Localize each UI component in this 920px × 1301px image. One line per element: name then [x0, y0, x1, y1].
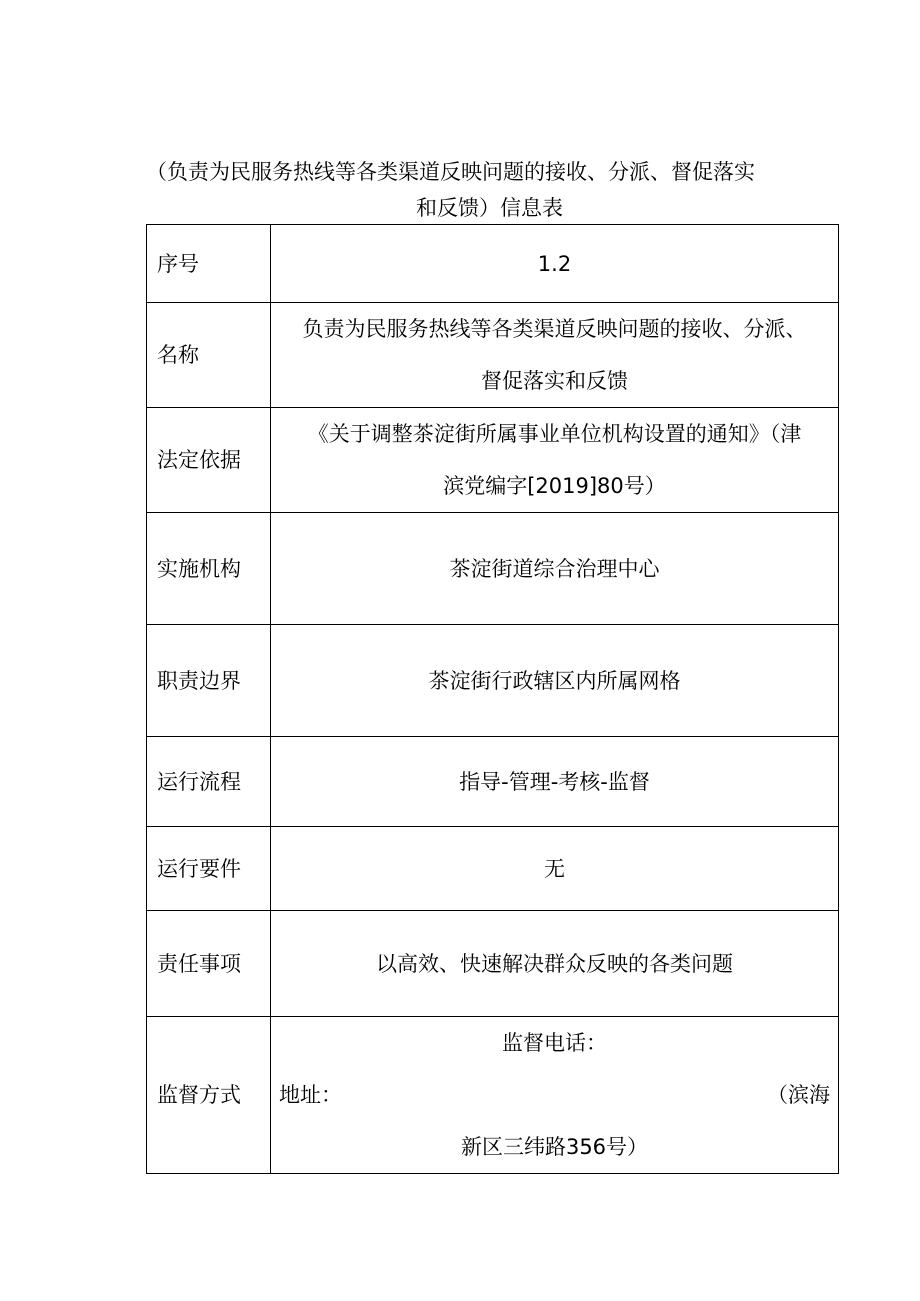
table-row-process — [147, 737, 839, 827]
value-line: 以高效、快速解决群众反映的各类问题 — [376, 951, 733, 976]
table-row-boundary — [147, 625, 839, 737]
value-line: 茶淀街行政辖区内所属网格 — [428, 668, 681, 693]
label-cell: 责任事项 — [147, 911, 271, 1017]
document-title-line-1: （负责为民服务热线等各类渠道反映问题的接收、分派、督促落实 — [146, 160, 755, 184]
value-line: 《关于调整茶淀街所属事业单位机构设置的通知》（津 — [307, 422, 802, 446]
value-cell — [271, 303, 839, 408]
supervision-address-continued: 新区三纬路356号） — [460, 1135, 649, 1159]
value-cell — [271, 408, 839, 513]
value-cell — [271, 737, 839, 827]
table-row-name — [147, 303, 839, 408]
value-cell — [271, 225, 839, 303]
value-cell — [271, 911, 839, 1017]
table-row-requirements — [147, 827, 839, 911]
value-line: 滨党编字[2019]80号） — [443, 474, 666, 498]
value-line: 无 — [544, 856, 565, 881]
label-cell: 职责边界 — [147, 625, 271, 737]
value-cell — [271, 1017, 839, 1174]
value-line: 茶淀街道综合治理中心 — [449, 556, 660, 581]
supervision-address-label: 地址： — [279, 1083, 342, 1107]
label-cell: 实施机构 — [147, 513, 271, 625]
table-row-agency — [147, 513, 839, 625]
label-cell: 监督方式 — [147, 1017, 271, 1174]
label-cell: 序号 — [147, 225, 271, 303]
table-row-supervision — [147, 1017, 839, 1174]
value-line: 负责为民服务热线等各类渠道反映问题的接收、分派、 — [302, 317, 807, 341]
value-cell — [271, 513, 839, 625]
supervision-address-row — [277, 1069, 832, 1121]
value-line: 指导-管理-考核-监督 — [459, 769, 650, 794]
label-cell: 法定依据 — [147, 408, 271, 513]
value-cell — [271, 827, 839, 911]
label-cell: 名称 — [147, 303, 271, 408]
label-cell: 运行流程 — [147, 737, 271, 827]
value-line: 督促落实和反馈 — [481, 369, 628, 393]
table-row-responsibility — [147, 911, 839, 1017]
value-cell — [271, 625, 839, 737]
table-row-legal-basis — [147, 408, 839, 513]
document-title-line-2: 和反馈）信息表 — [416, 196, 563, 220]
supervision-phone: 监督电话： — [502, 1031, 607, 1055]
supervision-address-start: （滨海 — [767, 1083, 830, 1107]
info-table — [146, 224, 839, 1174]
table-row-serial — [147, 225, 839, 303]
value-line: 1.2 — [537, 251, 572, 276]
label-cell: 运行要件 — [147, 827, 271, 911]
